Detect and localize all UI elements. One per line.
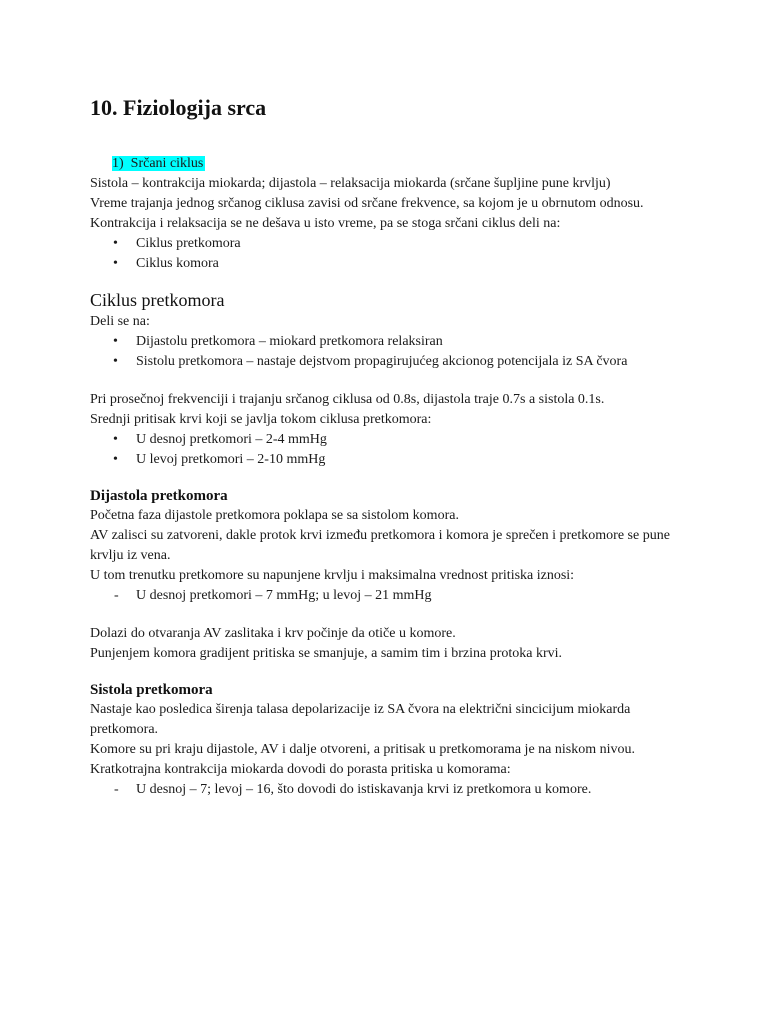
paragraph-sistola-definition: Sistola – kontrakcija miokarda; dijastola – relaksacija miokarda (srčane šupljine pune krvlju) xyxy=(90,176,611,191)
list-item xyxy=(90,780,690,800)
dash-list-sistola xyxy=(90,780,690,800)
list-item xyxy=(90,352,690,372)
list-item xyxy=(90,430,690,450)
bullet-icon: • xyxy=(113,256,118,271)
paragraph-kontrakcija: Kontrakcija i relaksacija se ne dešava u isto vreme, pa se stoga srčani ciklus deli na: xyxy=(90,216,561,231)
paragraph-srednji-pritisak: Srednji pritisak krvi koji se javlja tokom ciklusa pretkomora: xyxy=(90,412,432,427)
heading-ciklus-pretkomora: Ciklus pretkomora xyxy=(90,290,225,310)
list-item-text: U desnoj pretkomori – 2-4 mmHg xyxy=(136,432,327,447)
paragraph-frekvencija: Pri prosečnoj frekvenciji i trajanju srčanog ciklusa od 0.8s, dijastola traje 0.7s a sistola 0.1s. xyxy=(90,392,605,407)
bullet-icon: • xyxy=(113,334,118,349)
paragraph-pocetna-faza: Početna faza dijastole pretkomora poklapa se sa sistolom komora. xyxy=(90,508,459,523)
dash-list-dijastola xyxy=(90,586,690,606)
paragraph-napunjene: U tom trenutku pretkomore su napunjene krvlju i maksimalna vrednost pritiska iznosi: xyxy=(90,568,575,583)
highlighted-heading xyxy=(112,156,205,171)
paragraph-deli-se: Deli se na: xyxy=(90,314,150,329)
paragraph-trajanje: Vreme trajanja jednog srčanog ciklusa zavisi od srčane frekvence, sa kojom je u obrnutom odnosu. xyxy=(90,196,644,211)
section-heading-srcani-ciklus: Srčani ciklus xyxy=(130,156,204,171)
list-item xyxy=(90,332,690,352)
bullet-list-faze xyxy=(90,332,690,372)
list-item-text: Sistolu pretkomora – nastaje dejstvom propagirujućeg akcionog potencijala iz SA čvora xyxy=(136,354,628,369)
document-page xyxy=(90,94,690,800)
spacer xyxy=(90,372,690,390)
list-item xyxy=(90,234,690,254)
numbered-list xyxy=(90,154,690,174)
numbered-item-srcani-ciklus xyxy=(90,154,690,174)
bullet-icon: • xyxy=(113,236,118,251)
paragraph-punjenje: Punjenjem komora gradijent pritiska se smanjuje, a samim tim i brzina protoka krvi. xyxy=(90,646,563,661)
page-title: 10. Fiziologija srca xyxy=(90,95,267,120)
list-item xyxy=(90,254,690,274)
bullet-list-pritisak xyxy=(90,430,690,470)
list-item-text: U desnoj – 7; levoj – 16, što dovodi do istiskavanja krvi iz pretkomora u komore. xyxy=(136,782,592,797)
spacer xyxy=(90,606,690,624)
bullet-icon: • xyxy=(113,354,118,369)
list-item-text: U levoj pretkomori – 2-10 mmHg xyxy=(136,452,326,467)
heading-sistola-pretkomora: Sistola pretkomora xyxy=(90,682,213,698)
dash-icon: - xyxy=(114,588,119,603)
paragraph-av-zalisci: AV zalisci su zatvoreni, dakle protok krvi između pretkomora i komora je sprečen i pretkomore se pune krvlju iz vena. xyxy=(90,528,670,563)
list-item xyxy=(90,450,690,470)
paragraph-nastaje: Nastaje kao posledica širenja talasa depolarizacije iz SA čvora na električni sincicijum miokarda pretkomora. xyxy=(90,702,631,737)
list-item xyxy=(90,586,690,606)
list-item-text: Ciklus komora xyxy=(136,256,219,271)
bullet-icon: • xyxy=(113,452,118,467)
list-item-text: Ciklus pretkomora xyxy=(136,236,241,251)
bullet-list-ciklusi xyxy=(90,234,690,274)
dash-icon: - xyxy=(114,782,119,797)
bullet-icon: • xyxy=(113,432,118,447)
list-item-text: U desnoj pretkomori – 7 mmHg; u levoj – 21 mmHg xyxy=(136,588,432,603)
heading-dijastola-pretkomora: Dijastola pretkomora xyxy=(90,488,228,504)
list-number: 1) xyxy=(112,156,124,171)
paragraph-kratkotrajna: Kratkotrajna kontrakcija miokarda dovodi do porasta pritiska u komorama: xyxy=(90,762,511,777)
list-item-text: Dijastolu pretkomora – miokard pretkomora relaksiran xyxy=(136,334,443,349)
paragraph-komore: Komore su pri kraju dijastole, AV i dalje otvoreni, a pritisak u pretkomorama je na niskom nivou. xyxy=(90,742,635,757)
paragraph-otvaranje: Dolazi do otvaranja AV zaslitaka i krv počinje da otiče u komore. xyxy=(90,626,456,641)
